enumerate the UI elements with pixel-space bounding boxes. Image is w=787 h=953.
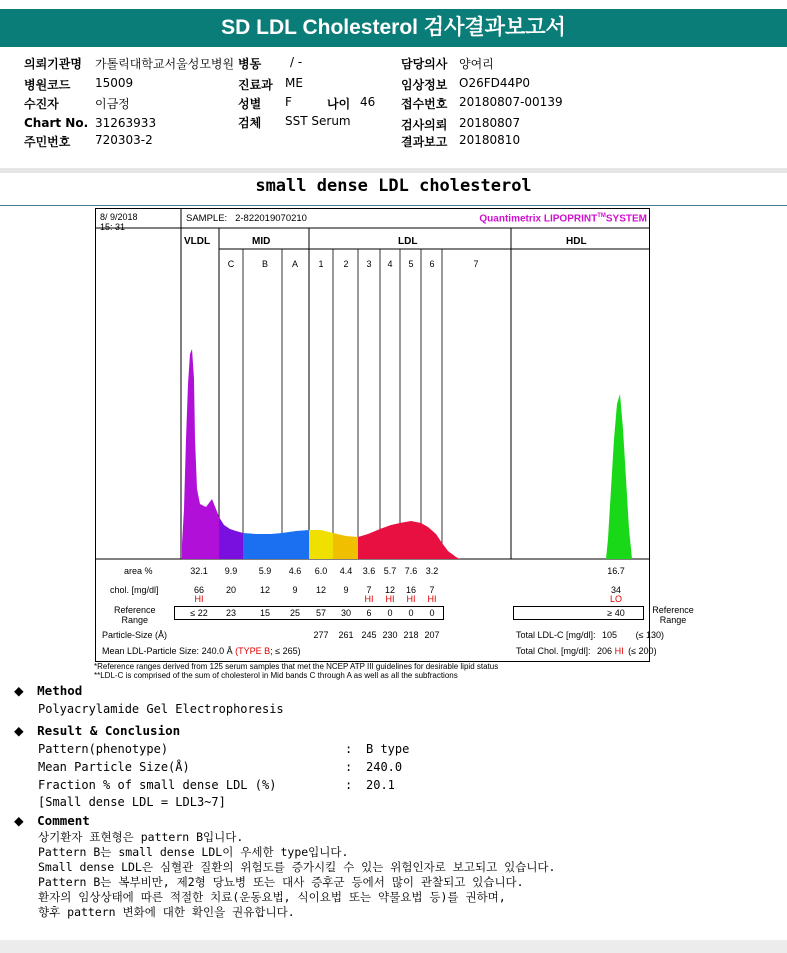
footnote-2: **LDL-C is comprised of the sum of cholesterol in Mid bands C through A as well as all the subfractions [94, 671, 458, 680]
ldl3-7-area [358, 521, 460, 559]
chol-cell: 9 [292, 585, 298, 595]
request-label: 검사의뢰 [401, 118, 448, 132]
band-2: 2 [343, 259, 349, 269]
ref-cell: 30 [340, 608, 351, 618]
vldl-peak [182, 349, 219, 559]
flag-cell: HI [385, 594, 395, 604]
result-heading [14, 723, 180, 738]
system-name-suffix: SYSTEM [605, 213, 647, 225]
ref-cell: 23 [225, 608, 236, 618]
result-title: Result & Conclusion [37, 723, 181, 738]
code-label: 병원코드 [24, 78, 71, 92]
comment-line: 환자의 임상상태에 따른 적절한 치료(운동요법, 식이요법 또는 약물요법 등)를 권하며, [38, 890, 506, 904]
comment-heading [14, 813, 90, 828]
method-text: Polyacrylamide Gel Electrophoresis [38, 702, 284, 716]
hospital-value: 가톨릭대학교서울성모병원 [95, 57, 235, 71]
system-name [479, 213, 647, 224]
hospital-label: 의뢰기관명 [24, 57, 82, 71]
ref-label-left-1: Reference [114, 605, 156, 615]
area-cell: 32.1 [190, 566, 208, 576]
area-cell: 4.4 [339, 566, 353, 576]
clinical-value: O26FD44P0 [459, 76, 530, 90]
group-ldl: LDL [398, 236, 418, 247]
area-cell: 16.7 [607, 566, 625, 576]
ref-cell: 57 [315, 608, 326, 618]
group-vldl: VLDL [184, 236, 211, 247]
band-7: 7 [473, 259, 479, 269]
chol-cell: 66 [193, 585, 204, 595]
ref-label-right-2: Range [659, 615, 687, 625]
area-cell: 3.6 [362, 566, 376, 576]
mid-a-area [282, 530, 309, 559]
patient-label: 수진자 [24, 97, 59, 111]
receipt-label: 접수번호 [401, 97, 448, 111]
method-title: Method [37, 683, 83, 698]
result-value: 240.0 [366, 760, 403, 774]
ldl1-area [309, 530, 333, 559]
chol-cell: 20 [225, 585, 236, 595]
comment-line: 향후 pattern 변화에 대한 확인을 권유합니다. [38, 905, 295, 919]
ref-cell: 15 [259, 608, 270, 618]
report-date: 8/ 9/2018 [100, 212, 138, 222]
particle-cell: 245 [361, 630, 377, 640]
result-colon: : [345, 760, 353, 774]
result-note: [Small dense LDL = LDL3~7] [38, 795, 226, 809]
doctor-value: 양여리 [459, 57, 494, 71]
ward-value: / - [290, 55, 303, 69]
bottom-bar [0, 940, 787, 953]
ref-cell: 25 [289, 608, 300, 618]
flag-cell: HI [406, 594, 416, 604]
dept-value: ME [285, 76, 303, 90]
ref-cell: 0 [387, 608, 393, 618]
request-value: 20180807 [459, 116, 521, 130]
band-c: C [227, 259, 235, 269]
doctor-label: 담당의사 [401, 57, 448, 71]
hdl-peak [606, 394, 632, 559]
area-label: area % [124, 566, 153, 576]
result-colon: : [345, 742, 353, 756]
flag-cell: LO [609, 594, 622, 604]
result-value: 20.1 [366, 778, 395, 792]
chol-cell: 16 [405, 585, 416, 595]
chol-cell: 34 [610, 585, 621, 595]
subtitle-rule [0, 205, 787, 206]
report-title: SD LDL Cholesterol 검사결과보고서 [0, 9, 787, 47]
mean-suffix: ; ≤ 265) [270, 646, 301, 656]
id-label: 주민번호 [24, 135, 71, 149]
method-heading [14, 683, 82, 698]
system-name-main: Quantimetrix LIPOPRINT [479, 213, 598, 225]
age-value: 46 [360, 95, 376, 109]
report-label: 결과보고 [401, 135, 448, 149]
flag-cell: HI [364, 594, 374, 604]
ref-cell: ≤ 22 [190, 608, 208, 618]
receipt-value: 20180807-00139 [459, 95, 563, 109]
group-hdl: HDL [566, 236, 587, 247]
particle-cell: 261 [338, 630, 354, 640]
mean-ldl-line [102, 646, 301, 656]
code-value: 15009 [95, 76, 134, 90]
ref-label-right-1: Reference [652, 605, 694, 615]
ref-cell: 6 [366, 608, 372, 618]
mean-value: 240.0 Å [201, 646, 233, 656]
total-chol-line [516, 646, 657, 656]
ref-label-left [114, 605, 156, 625]
sample-id: SAMPLE: 2-822019070210 [186, 213, 307, 224]
chart-value: 31263933 [95, 116, 157, 130]
ref-box-ldl [174, 606, 444, 620]
result-label: Mean Particle Size(Å) [38, 760, 190, 774]
mid-b-area [243, 533, 282, 559]
patient-value: 이금정 [95, 97, 130, 111]
chol-cell: 7 [429, 585, 435, 595]
group-mid: MID [252, 236, 271, 247]
specimen-value: SST Serum [285, 114, 351, 128]
ref-label-right [648, 605, 698, 625]
chol-cell: 7 [366, 585, 372, 595]
report-value: 20180810 [459, 133, 521, 147]
sex-value: F [285, 95, 292, 109]
diamond-bullet-icon: ◆ [14, 683, 24, 698]
flag-cell: HI [427, 594, 437, 604]
particle-cell: 218 [403, 630, 419, 640]
particle-cell: 207 [424, 630, 440, 640]
area-cell: 3.2 [425, 566, 439, 576]
area-cell: 7.6 [404, 566, 418, 576]
chart-label: Chart No. [24, 116, 89, 130]
total-ldl-line [516, 630, 664, 640]
band-b: B [261, 259, 269, 269]
comment-line: 상기환자 표현형은 pattern B입니다. [38, 830, 244, 844]
particle-cell: 277 [313, 630, 329, 640]
band-4: 4 [387, 259, 393, 269]
particle-label: Particle-Size (Å) [102, 630, 168, 640]
specimen-label: 검체 [238, 116, 262, 130]
chol-cell: 12 [259, 585, 270, 595]
total-chol-ref: (≤ 200) [628, 646, 657, 656]
ward-label: 병동 [238, 57, 262, 71]
mean-label: Mean LDL-Particle Size: [102, 646, 200, 656]
report-time: 15: 31 [100, 222, 126, 232]
ldl2-area [333, 533, 358, 559]
patient-info [0, 47, 787, 167]
footnote-1: *Reference ranges derived from 125 serum samples that met the NCEP ATP III guidelines for desirable lipid status [94, 662, 499, 671]
result-colon: : [345, 778, 353, 792]
system-name-tm: TM [597, 213, 606, 219]
area-cell: 6.0 [314, 566, 328, 576]
total-chol-value: 206 [597, 646, 613, 656]
band-3: 3 [366, 259, 372, 269]
result-value: B type [366, 742, 410, 756]
diamond-bullet-icon: ◆ [14, 723, 24, 738]
comment-title: Comment [37, 813, 90, 828]
band-5: 5 [408, 259, 414, 269]
mid-c-area [219, 517, 243, 559]
band-6: 6 [429, 259, 435, 269]
total-chol-flag: HI [614, 646, 624, 656]
divider [0, 168, 787, 173]
sex-label: 성별 [238, 97, 262, 111]
band-1: 1 [318, 259, 324, 269]
comment-line: Pattern B는 small dense LDL이 우세한 type입니다. [38, 845, 349, 859]
result-label: Pattern(phenotype) [38, 742, 169, 756]
clinical-label: 임상정보 [401, 78, 448, 92]
total-ldl-ref: (≤ 130) [635, 630, 665, 640]
ref-cell: 0 [408, 608, 414, 618]
area-cell: 5.7 [383, 566, 397, 576]
total-ldl-value: 105 [602, 630, 618, 640]
area-cell: 4.6 [288, 566, 302, 576]
footnotes [94, 662, 498, 680]
area-cell: 9.9 [224, 566, 238, 576]
ref-label-left-2: Range [121, 615, 149, 625]
flag-cell: HI [194, 594, 204, 604]
particle-cell: 230 [382, 630, 398, 640]
total-chol-label: Total Chol. [mg/dl]: [516, 646, 591, 656]
dept-label: 진료과 [238, 78, 273, 92]
chol-cell: 12 [384, 585, 395, 595]
age-label: 나이 [327, 97, 351, 111]
diamond-bullet-icon: ◆ [14, 813, 24, 828]
ref-box-hdl [513, 606, 644, 620]
ref-cell: ≥ 40 [607, 608, 625, 618]
total-ldl-label: Total LDL-C [mg/dl]: [516, 630, 596, 640]
chol-cell: 9 [343, 585, 349, 595]
comment-line: Pattern B는 복부비만, 제2형 당뇨병 또는 대사 증후군 등에서 많이 관찰되고 있습니다. [38, 875, 524, 889]
id-value: 720303-2 [95, 133, 153, 147]
mean-type: (TYPE B [235, 646, 271, 656]
section-subtitle: small dense LDL cholesterol [255, 176, 532, 196]
result-label: Fraction % of small dense LDL (%) [38, 778, 277, 792]
ref-cell: 0 [429, 608, 435, 618]
comment-line: Small dense LDL은 심혈관 질환의 위험도를 증가시킬 수 있는 위험인자로 보고되고 있습니다. [38, 860, 556, 874]
band-a: A [291, 259, 299, 269]
chol-cell: 12 [315, 585, 326, 595]
chol-label: chol. [mg/dl] [110, 585, 159, 595]
lipoprint-report [95, 208, 694, 662]
area-cell: 5.9 [258, 566, 272, 576]
